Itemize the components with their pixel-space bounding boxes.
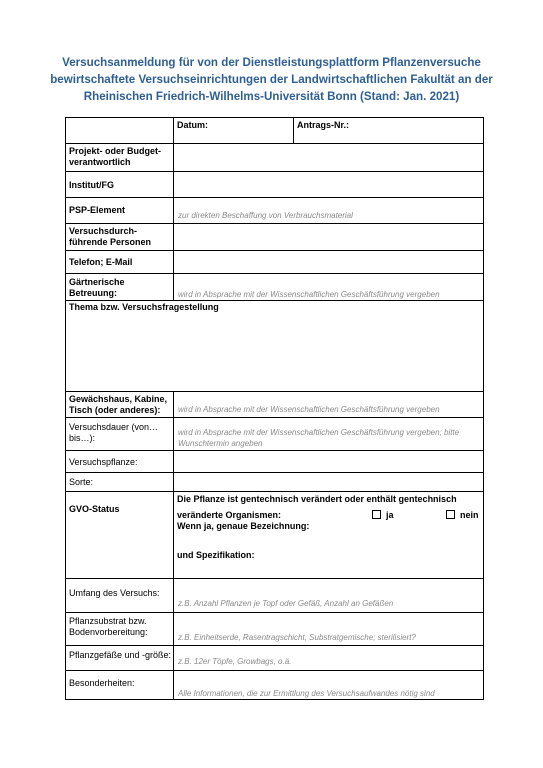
projekt-label: Projekt- oder Budget-verantwortlich	[69, 146, 162, 167]
dauer-label: Versuchsdauer (von…bis…):	[69, 422, 159, 443]
row-divider	[65, 223, 484, 224]
gvo-question-line-2: veränderte Organismen:	[177, 510, 282, 520]
column-divider	[293, 117, 294, 143]
row-divider	[65, 250, 484, 251]
gvo-ja-option[interactable]: ja	[372, 510, 394, 521]
besonderheiten-label: Besonderheiten:	[69, 678, 135, 688]
gvo-wenn-ja-label: Wenn ja, genaue Bezeichnung:	[177, 521, 310, 531]
row-divider	[65, 670, 484, 671]
checkbox-ja[interactable]	[372, 510, 381, 519]
telefon-label: Telefon; E-Mail	[69, 257, 133, 267]
row-divider	[65, 612, 484, 613]
row-divider	[65, 143, 484, 144]
substrat-hint: z.B. Einheitserde, Rasentragschicht, Substratgemische; sterilisiert?	[178, 633, 416, 642]
institut-label: Institut/FG	[69, 180, 114, 190]
umfang-hint: z.B. Anzahl Pflanzen je Topf oder Gefäß, Anzahl an Gefäßen	[178, 599, 394, 608]
substrat-label: Pflanzsubstrat bzw. Bodenvorbereitung:	[69, 616, 148, 637]
page-title: Versuchsanmeldung für von der Dienstleistungsplattform Pflanzenversuche bewirtschaftete Versuchseinrichtungen der Landwirtschaftlichen Fakultät an der Rheinischen Friedrich-Wilhelms-Universität Bonn (Stand: Jan. 2021)	[50, 56, 493, 103]
row-divider	[65, 417, 484, 418]
umfang-label: Umfang des Versuchs:	[69, 588, 160, 598]
thema-label: Thema bzw. Versuchsfragestellung	[69, 302, 219, 312]
checkbox-nein[interactable]	[446, 510, 455, 519]
row-divider	[65, 472, 484, 473]
gewaechshaus-hint: wird in Absprache mit der Wissenschaftlichen Geschäftsführung vergeben	[178, 405, 440, 414]
pflanzgefaesse-label: Pflanzgefäße und -größe:	[69, 650, 172, 660]
row-divider	[65, 171, 484, 172]
dauer-hint: wird in Absprache mit der Wissenschaftlichen Geschäftsführung vergeben; bitte Wunschtermin angeben	[178, 428, 460, 448]
row-divider	[65, 491, 484, 492]
row-divider	[65, 699, 484, 700]
row-divider	[65, 391, 484, 392]
personen-label: Versuchsdurch-führende Personen	[69, 226, 152, 247]
row-divider	[65, 273, 484, 274]
datum-label: Datum:	[177, 120, 208, 130]
gvo-nein-option[interactable]: nein	[446, 510, 479, 521]
besonderheiten-hint: Alle Informationen, die zur Ermittlung des Versuchsaufwandes nötig sind	[178, 689, 435, 698]
row-divider	[65, 578, 484, 579]
psp-label: PSP-Element	[69, 205, 126, 215]
gewaechshaus-label: Gewächshaus, Kabine, Tisch (oder anderes):	[69, 394, 168, 415]
antrags-nr-label: Antrags-Nr.:	[297, 120, 350, 130]
gvo-spezifikation-label: und Spezifikation:	[177, 550, 255, 560]
psp-hint: zur direkten Beschaffung von Verbrauchsmaterial	[178, 211, 353, 220]
sorte-label: Sorte:	[69, 477, 94, 487]
row-divider	[65, 645, 484, 646]
gvo-label: GVO-Status	[69, 504, 120, 514]
row-divider	[65, 300, 484, 301]
row-divider	[65, 450, 484, 451]
gvo-question-line-1: Die Pflanze ist gentechnisch verändert oder enthält gentechnisch	[177, 494, 457, 504]
row-divider	[65, 197, 484, 198]
betreuung-label: Gärtnerische Betreuung:	[69, 277, 125, 298]
betreuung-hint: wird in Absprache mit der Wissenschaftlichen Geschäftsführung vergeben	[178, 290, 440, 299]
pflanzgefaesse-hint: z.B. 12er Töpfe, Growbags, o.ä.	[178, 657, 292, 666]
versuchspflanze-label: Versuchspflanze:	[69, 457, 138, 467]
column-divider	[173, 391, 174, 700]
row-divider	[65, 117, 484, 118]
